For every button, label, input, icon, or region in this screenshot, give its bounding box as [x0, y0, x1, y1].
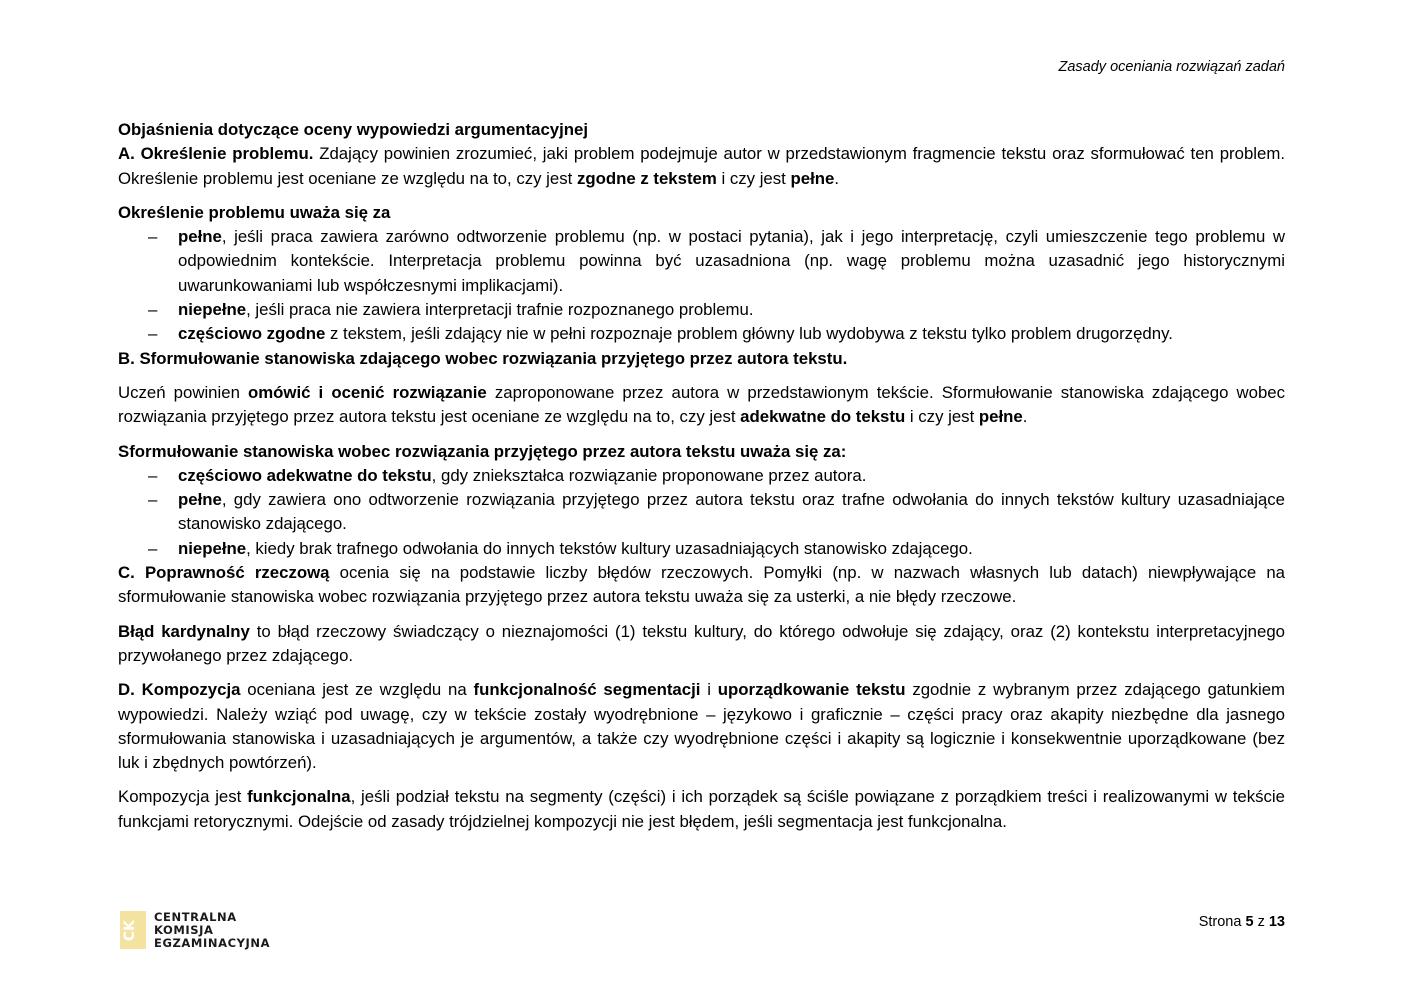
list-item: [178, 537, 1285, 561]
bold-run: funkcjonalna: [247, 787, 351, 807]
section-b-subheading: Sformułowanie stanowiska wobec rozwiązania przyjętego przez autora tekstu uważa się za:: [118, 441, 847, 461]
logo-line: EGZAMINACYJNA: [154, 935, 271, 950]
section-d-paragraph: [118, 678, 1285, 775]
section-heading: Objaśnienia dotyczące oceny wypowiedzi argumentacyjnej: [118, 120, 589, 139]
text-run: , jeśli praca nie zawiera interpretacji trafnie rozpoznanego problemu.: [246, 300, 754, 320]
text-run: zgodnie z wybranym przez zdającego gatunkiem wypowiedzi. Należy wziąć pod uwagę, czy w tekście zostały wyodrębnione – językowo i graficznie – części pracy oraz akapity niezbędne dla jasnego sformułowania stanowiska i uzasadniających je argumentów, a także czy wyodrębnione części i akapity są logicznie i konsekwentnie uporządkowane (bez luk i zbędnych powtórzeń).: [118, 680, 1286, 773]
list-item: [178, 322, 1285, 346]
logo-mark-icon: [120, 911, 146, 949]
text-run: Zdający powinien zrozumieć, jaki problem podejmuje autor w przedstawionym fragmencie tekstu oraz sformułować ten problem. Określenie problemu jest oceniane ze względu na to, czy jest: [118, 144, 1285, 188]
bold-run: niepełne: [178, 300, 247, 320]
text-run: , gdy zawiera ono odtworzenie rozwiązania przyjętego przez autora tekstu oraz trafne odwołania do innych tekstów kultury uzasadniające stanowisko zdającego.: [178, 490, 1285, 534]
section-c-label: C. Poprawność rzeczową: [118, 563, 330, 583]
bold-run: pełne: [178, 227, 222, 247]
bold-run: zgodne z tekstem: [576, 168, 717, 188]
logo-mark-text: CK: [122, 920, 138, 942]
text-run: zaproponowane przez autora w przedstawionym tekście. Sformułowanie stanowiska zdającego wobec rozwiązania przyjętego przez autora tekstu jest oceniane ze względu na to, czy jest: [118, 382, 1285, 427]
bold-run: pełne: [978, 407, 1023, 427]
composition-paragraph: [118, 785, 1285, 834]
bold-run: funkcjonalność segmentacji: [473, 680, 701, 700]
text-run: oceniana jest ze względu na: [240, 680, 474, 700]
text-run: Kompozycja jest: [118, 787, 248, 807]
text-run: , gdy zniekształca rozwiązanie proponowane przez autora.: [431, 465, 867, 485]
text-run: , kiedy brak trafnego odwołania do innych tekstów kultury uzasadniających stanowisko zdającego.: [246, 538, 973, 558]
page-total: 13: [1268, 914, 1285, 930]
section-a-paragraph: [118, 142, 1285, 191]
section-b-paragraph: [118, 381, 1285, 430]
section-d-label: D. Kompozycja: [118, 680, 241, 700]
list-item: [178, 488, 1285, 537]
bold-run: omówić i ocenić rozwiązanie: [248, 382, 487, 402]
text-run: Uczeń powinien: [118, 382, 248, 402]
text-run: , jeśli praca zawiera zarówno odtworzenie problemu (np. w postaci pytania), jak i jego interpretację, czyli umieszczenie tego problemu w odpowiednim kontekście. Interpretacja problemu powinna być uzasadniona (np. wagę problemu można uzasadnić jego historycznymi uwarunkowaniami lub współczesnymi implikacjami).: [178, 227, 1285, 295]
bold-run: adekwatne do tekstu: [740, 407, 906, 427]
text-run: z tekstem, jeśli zdający nie w pełni rozpoznaje problem główny lub wydobywa z tekstu tylko problem drugorzędny.: [325, 324, 1173, 344]
bold-run: częściowo adekwatne do tekstu: [178, 465, 432, 485]
text-run: , jeśli podział tekstu na segmenty (części) i ich porządek są ściśle powiązane z porządkiem treści i realizowanymi w tekście funkcjami retorycznymi. Odejście od zasady trójdzielnej kompozycji nie jest błędem, jeśli segmentacja jest funkcjonalna.: [118, 787, 1285, 831]
page-separator: z: [1253, 914, 1269, 930]
logo-line: KOMISJA: [154, 922, 214, 937]
list-item: [178, 298, 1285, 322]
bold-run: pełne: [178, 490, 222, 510]
logo-line: CENTRALNA: [154, 909, 237, 924]
text-run: i czy jest: [716, 168, 791, 188]
text-run: i: [700, 680, 718, 700]
bold-run: uporządkowanie tekstu: [717, 680, 906, 700]
page-prefix: Strona: [1198, 914, 1246, 930]
stance-list: [118, 464, 1285, 561]
bold-run: Błąd kardynalny: [118, 621, 250, 641]
bold-run: częściowo zgodne: [178, 324, 326, 344]
section-c-paragraph: [118, 561, 1285, 610]
cke-logo: [120, 910, 270, 950]
section-a-label: A. Określenie problemu.: [118, 144, 314, 164]
text-run: ocenia się na podstawie liczby błędów rzeczowych. Pomyłki (np. w nazwach własnych lub datach) niewpływające na sformułowanie stanowiska wobec rozwiązania przyjętego przez autora tekstu uważa się za usterki, a nie błędy rzeczowe.: [118, 563, 1285, 607]
logo-text: [154, 911, 270, 950]
list-item: [178, 464, 1285, 488]
text-run: .: [1022, 407, 1028, 427]
page-number: [1199, 914, 1285, 930]
page-current: 5: [1245, 914, 1254, 930]
list-item: [178, 225, 1285, 298]
problem-list: [118, 225, 1285, 346]
text-run: to błąd rzeczowy świadczący o nieznajomości (1) tekstu kultury, do którego odwołuje się zdający, oraz (2) kontekstu interpretacyjnego przywołanego przez zdającego.: [118, 621, 1285, 665]
text-run: i czy jest: [905, 407, 979, 427]
bold-run: pełne: [790, 168, 835, 188]
text-run: .: [834, 168, 839, 188]
bold-run: niepełne: [178, 538, 247, 558]
document-body: [118, 118, 1285, 834]
section-b-heading: B. Sformułowanie stanowiska zdającego wobec rozwiązania przyjętego przez autora tekstu.: [118, 348, 848, 368]
kardynalny-paragraph: [118, 620, 1285, 669]
page-header-title: Zasady oceniania rozwiązań zadań: [1058, 59, 1285, 75]
problem-heading: Określenie problemu uważa się za: [118, 202, 391, 222]
